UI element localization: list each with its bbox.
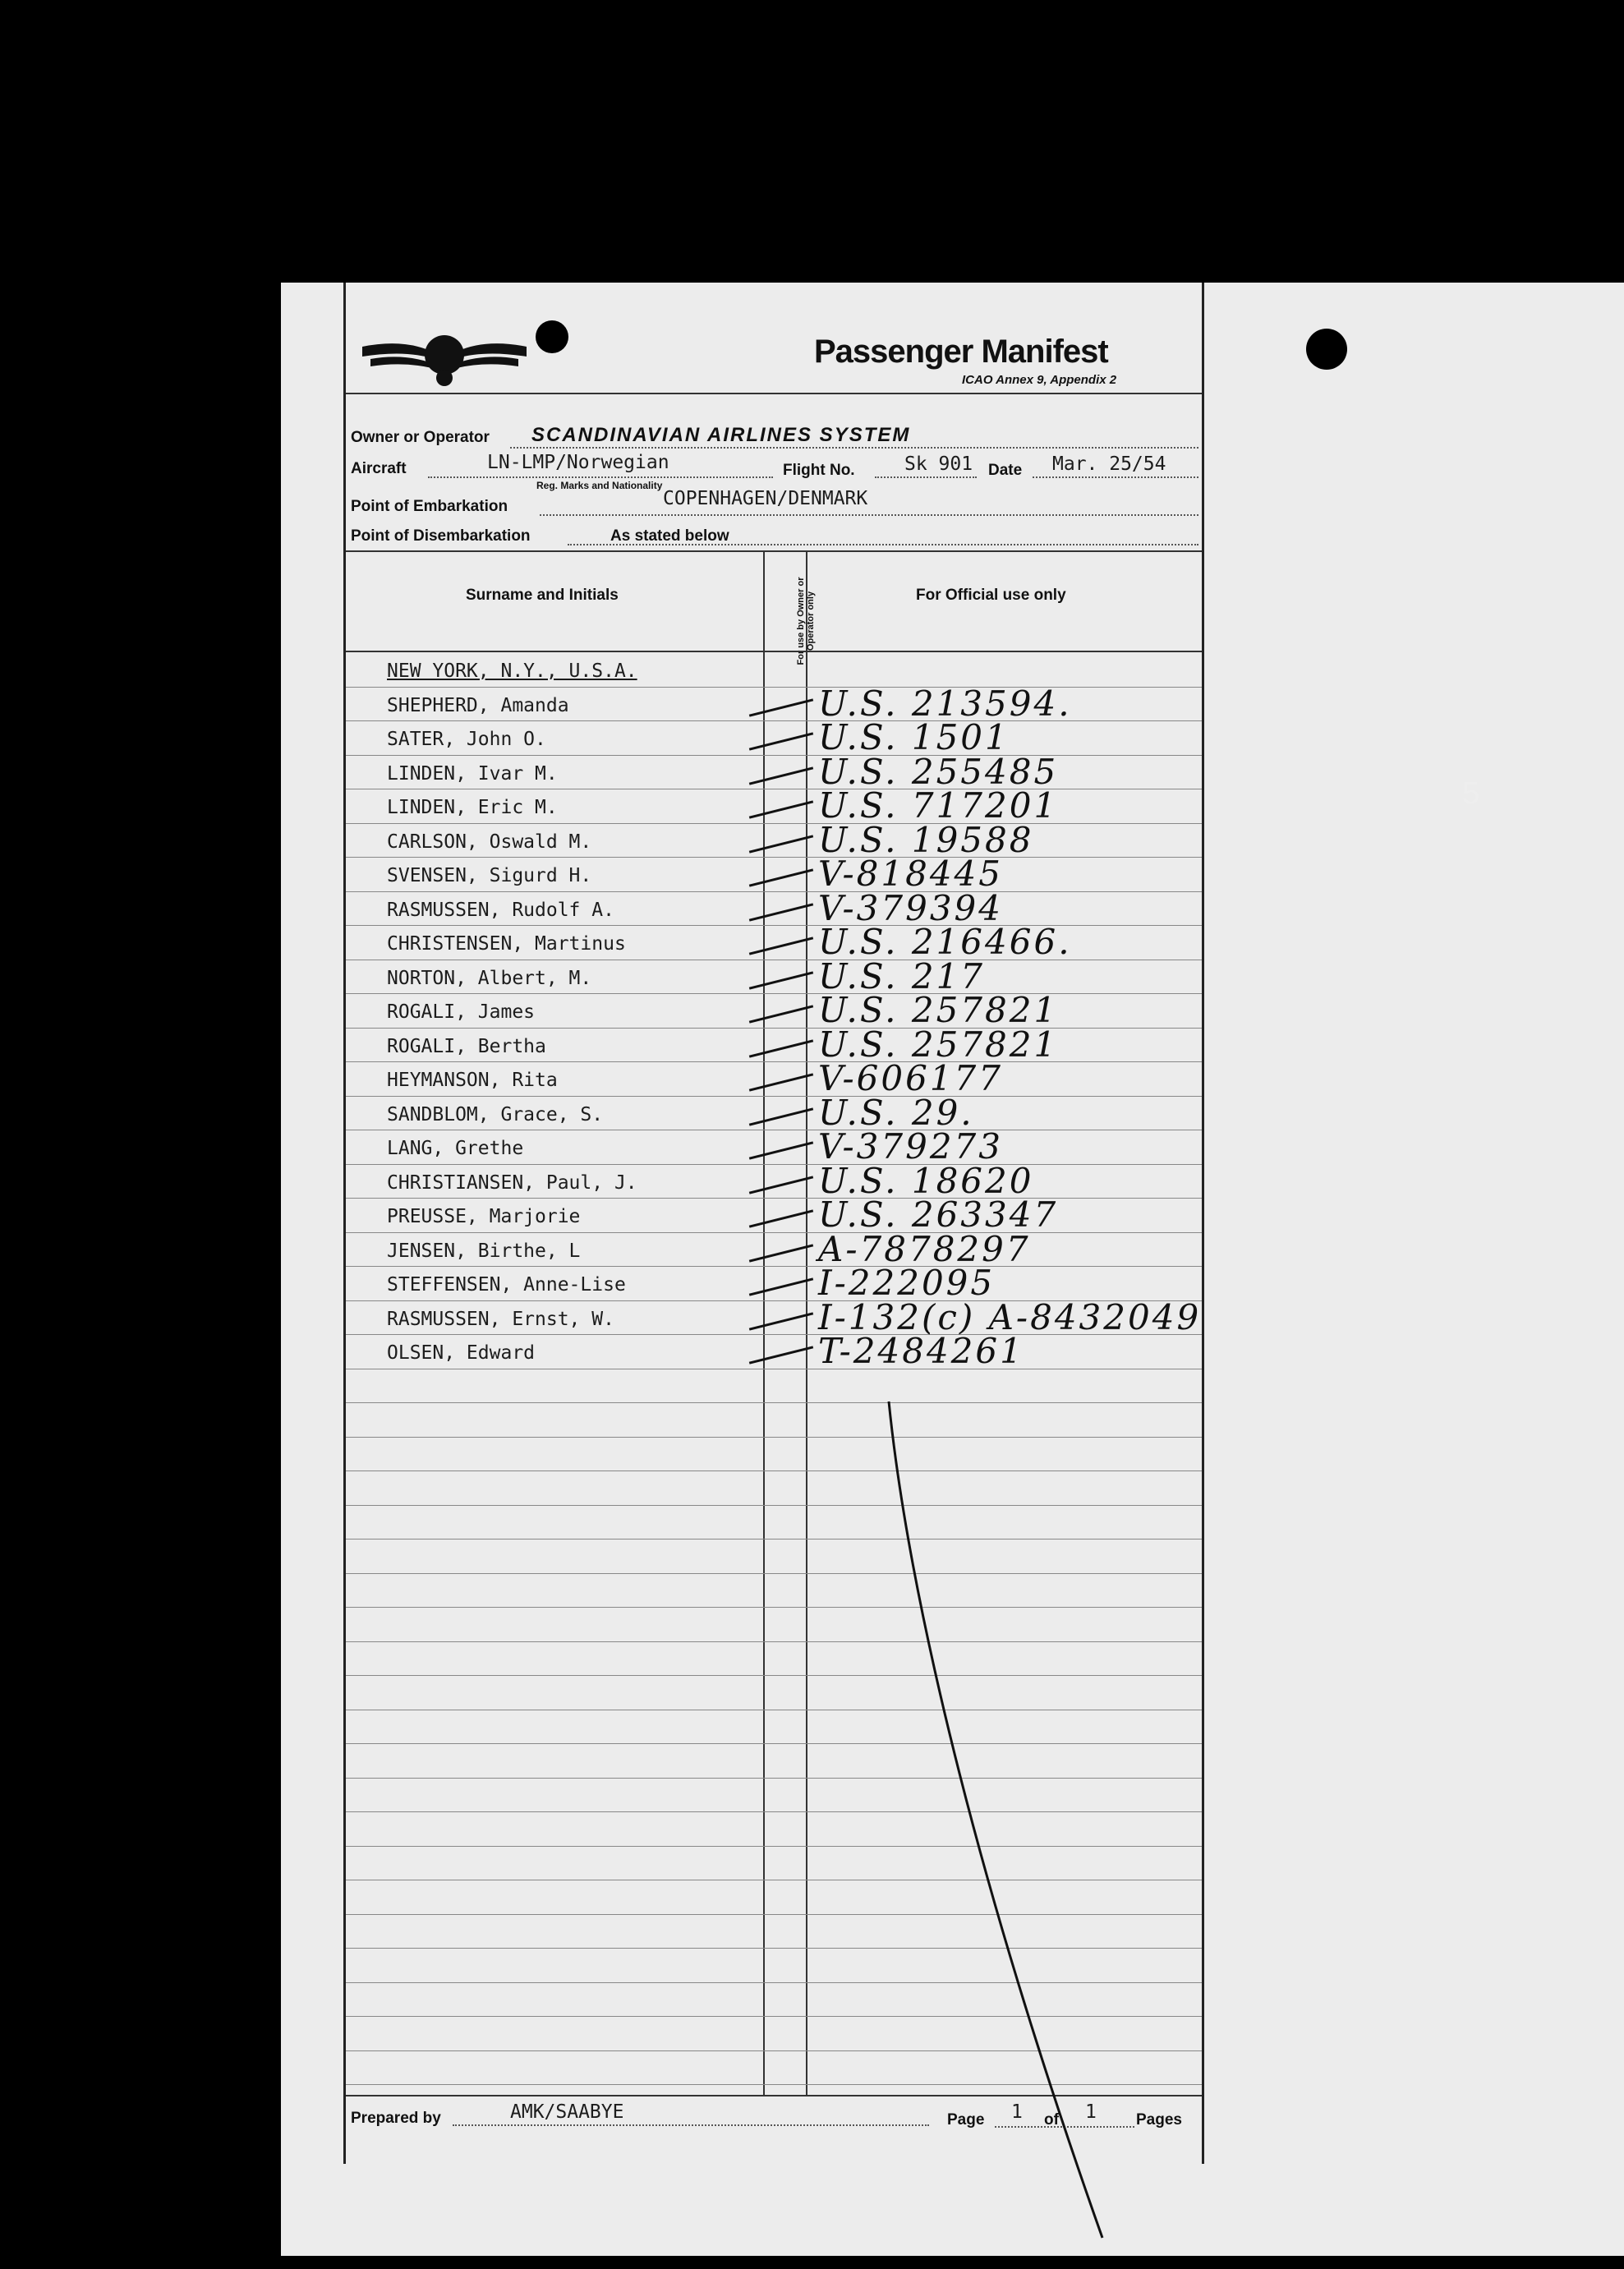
margin-page-number: 5 <box>1462 776 1480 811</box>
official-entry: U.S. 263347 <box>818 1194 1059 1235</box>
passenger-name: JENSEN, Birthe, L <box>387 1240 581 1262</box>
pages-label: Pages <box>1136 2111 1182 2129</box>
aircraft-sub-label: Reg. Marks and Nationality <box>536 480 663 491</box>
official-entry: U.S. 257821 <box>818 990 1059 1030</box>
official-entry: U.S. 29. <box>818 1092 974 1133</box>
official-entry: U.S. 216466. <box>818 922 1072 962</box>
passenger-name: RASMUSSEN, Ernst, W. <box>387 1308 614 1330</box>
passenger-name: SVENSEN, Sigurd H. <box>387 865 592 886</box>
passenger-name: CHRISTIANSEN, Paul, J. <box>387 1171 637 1194</box>
passenger-name: CHRISTENSEN, Martinus <box>387 933 626 955</box>
official-entry: U.S. 255485 <box>818 751 1059 792</box>
embarkation-value: COPENHAGEN/DENMARK <box>663 488 868 509</box>
prepared-value: AMK/SAABYE <box>510 2101 624 2123</box>
date-value: Mar. 25/54 <box>1052 453 1166 475</box>
page-label: Page <box>947 2111 985 2129</box>
official-entry: U.S. 1501 <box>818 717 1010 757</box>
col-name-header: Surname and Initials <box>466 587 619 604</box>
passenger-name: OLSEN, Edward <box>387 1342 536 1364</box>
date-label: Date <box>988 462 1023 479</box>
page-value: 1 <box>1011 2101 1023 2123</box>
passenger-name: RASMUSSEN, Rudolf A. <box>387 899 614 921</box>
flight-label: Flight No. <box>783 462 855 479</box>
page-title: Passenger Manifest <box>814 334 1108 370</box>
aircraft-label: Aircraft <box>351 460 407 477</box>
passenger-name: SHEPHERD, Amanda <box>387 694 569 716</box>
col-owner-header: For use by Owner or Operator only <box>796 577 816 665</box>
official-entry: V-818445 <box>818 854 1003 894</box>
passenger-name: NEW YORK, N.Y., U.S.A. <box>387 660 637 682</box>
page-subtitle: ICAO Annex 9, Appendix 2 <box>962 373 1117 387</box>
passenger-name: ROGALI, James <box>387 1001 536 1023</box>
manifest-sheet <box>281 283 1624 2256</box>
official-entry: U.S. 217 <box>818 955 986 996</box>
passenger-name: SATER, John O. <box>387 729 546 750</box>
of-value: 1 <box>1085 2101 1097 2123</box>
passenger-name: STEFFENSEN, Anne-Lise <box>387 1274 626 1296</box>
passenger-name: ROGALI, Bertha <box>387 1035 546 1057</box>
passenger-name: LINDEN, Eric M. <box>387 797 558 818</box>
prepared-label: Prepared by <box>351 2110 441 2127</box>
official-entry: U.S. 717201 <box>818 785 1059 826</box>
official-entry: U.S. 257821 <box>818 1024 1059 1065</box>
of-label: of <box>1044 2111 1059 2129</box>
passenger-name: SANDBLOM, Grace, S. <box>387 1103 604 1125</box>
official-entry: U.S. 19588 <box>818 819 1034 860</box>
official-entry: T-2484261 <box>818 1331 1024 1371</box>
passenger-name: HEYMANSON, Rita <box>387 1070 558 1091</box>
passenger-name: LINDEN, Ivar M. <box>387 762 558 785</box>
official-entry: V-606177 <box>818 1058 1003 1098</box>
passenger-name: CARLSON, Oswald M. <box>387 831 592 853</box>
passenger-name: PREUSSE, Marjorie <box>387 1206 581 1227</box>
embarkation-label: Point of Embarkation <box>351 498 508 515</box>
official-entry: V-379394 <box>818 887 1003 928</box>
disembarkation-value: As stated below <box>610 527 729 545</box>
official-entry: U.S. 213594. <box>818 683 1072 724</box>
official-entry: A-7878297 <box>818 1228 1031 1269</box>
pen-stroke <box>281 283 1624 2256</box>
flight-value: Sk 901 <box>904 453 973 475</box>
aircraft-value: LN-LMP/Norwegian <box>487 452 669 473</box>
col-official-header: For Official use only <box>916 587 1066 604</box>
owner-value: SCANDINAVIAN AIRLINES SYSTEM <box>531 424 911 446</box>
official-entry: I-222095 <box>818 1263 996 1303</box>
passenger-name: NORTON, Albert, M. <box>387 967 592 989</box>
disembarkation-label: Point of Disembarkation <box>351 527 531 545</box>
official-entry: I-132(c) A-8432049 <box>818 1296 1202 1337</box>
official-entry: V-379273 <box>818 1126 1003 1167</box>
owner-label: Owner or Operator <box>351 429 490 446</box>
official-entry: U.S. 18620 <box>818 1160 1034 1201</box>
passenger-name: LANG, Grethe <box>387 1138 524 1159</box>
